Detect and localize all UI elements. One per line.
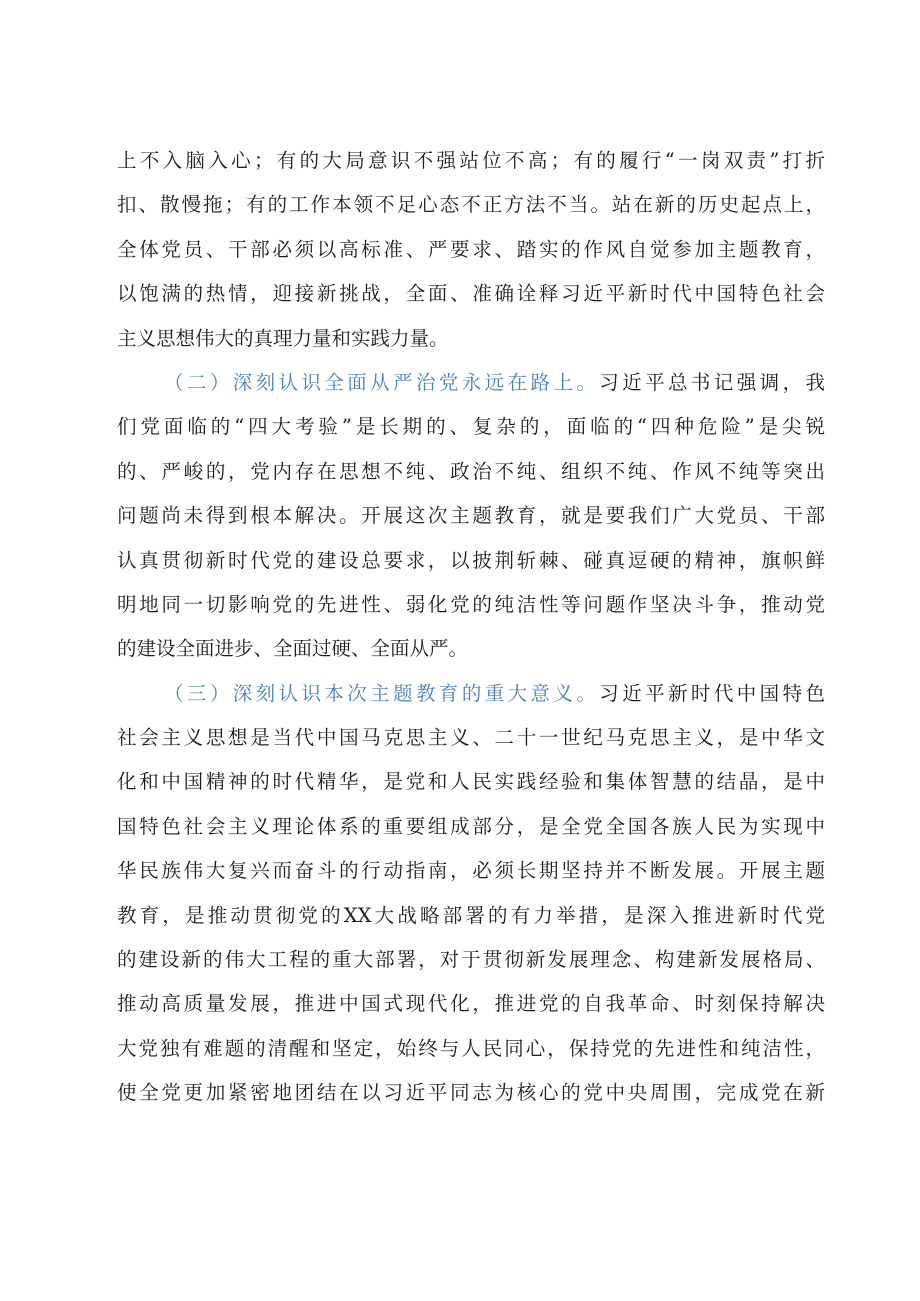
document-page (117, 139, 825, 1116)
text-line: 上不入脑入心；有的大局意识不强站位不高；有的履行“一岗双责”打折 (117, 149, 825, 172)
text-line: 教育，是推动贯彻党的XX大战略部署的有力举措，是深入推进新时代党 (117, 903, 825, 927)
section-3-first-line (117, 672, 825, 716)
text-line: 以饱满的热情，迎接新挑战，全面、准确诠释习近平新时代中国特色社会 (117, 282, 825, 306)
text-line: 明地同一切影响党的先进性、弱化党的纯洁性等问题作坚决斗争，推动党 (117, 592, 825, 616)
text-line: 认真贯彻新时代党的建设总要求，以披荆斩棘、碰真逗硬的精神，旗帜鲜 (117, 548, 825, 572)
section-2-heading: （二）深刻认识全面从严治党永远在路上。 (164, 370, 600, 394)
section-3-first-line-text: 习近平新时代中国特色 (599, 681, 825, 705)
section-2-first-line-text: 习近平总书记强调，我 (599, 370, 825, 394)
text-line: 的建设新的伟大工程的重大部署，对于贯彻新发展理念、构建新发展格局、 (117, 948, 825, 972)
text-line: 问题尚未得到根本解决。开展这次主题教育，就是要我们广大党员、干部 (117, 504, 825, 528)
intro-paragraph (117, 139, 825, 361)
text-line: 大党独有难题的清醒和坚定，始终与人民同心，保持党的先进性和纯洁性， (117, 1036, 825, 1060)
text-line: 国特色社会主义理论体系的重要组成部分，是全党全国各族人民为实现中 (117, 814, 825, 838)
text-line: 的建设全面进步、全面过硬、全面从严。 (117, 637, 469, 661)
text-line: 华民族伟大复兴而奋斗的行动指南，必须长期坚持并不断发展。开展主题 (117, 859, 825, 883)
section-2-paragraph (117, 361, 825, 672)
section-3-paragraph (117, 672, 825, 1116)
text-line: 扣、散慢拖；有的工作本领不足心态不正方法不当。站在新的历史起点上， (117, 193, 825, 217)
text-line: 化和中国精神的时代精华，是党和人民实践经验和集体智慧的结晶，是中 (117, 770, 825, 794)
text-line: 使全党更加紧密地团结在以习近平同志为核心的党中央周围，完成党在新 (117, 1081, 825, 1105)
text-line: 社会主义思想是当代中国马克思主义、二十一世纪马克思主义，是中华文 (117, 726, 825, 750)
section-2-first-line (117, 361, 825, 405)
section-3-heading: （三）深刻认识本次主题教育的重大意义。 (164, 681, 600, 705)
text-line: 主义思想伟大的真理力量和实践力量。 (117, 326, 449, 350)
text-line: 全体党员、干部必须以高标准、严要求、踏实的作风自觉参加主题教育， (117, 237, 825, 261)
text-line: 推动高质量发展，推进中国式现代化，推进党的自我革命、时刻保持解决 (117, 992, 825, 1016)
text-line: 的、严峻的，党内存在思想不纯、政治不纯、组织不纯、作风不纯等突出 (117, 459, 825, 483)
text-line: 们党面临的“四大考验”是长期的、复杂的，面临的“四种危险”是尖锐 (117, 415, 825, 439)
